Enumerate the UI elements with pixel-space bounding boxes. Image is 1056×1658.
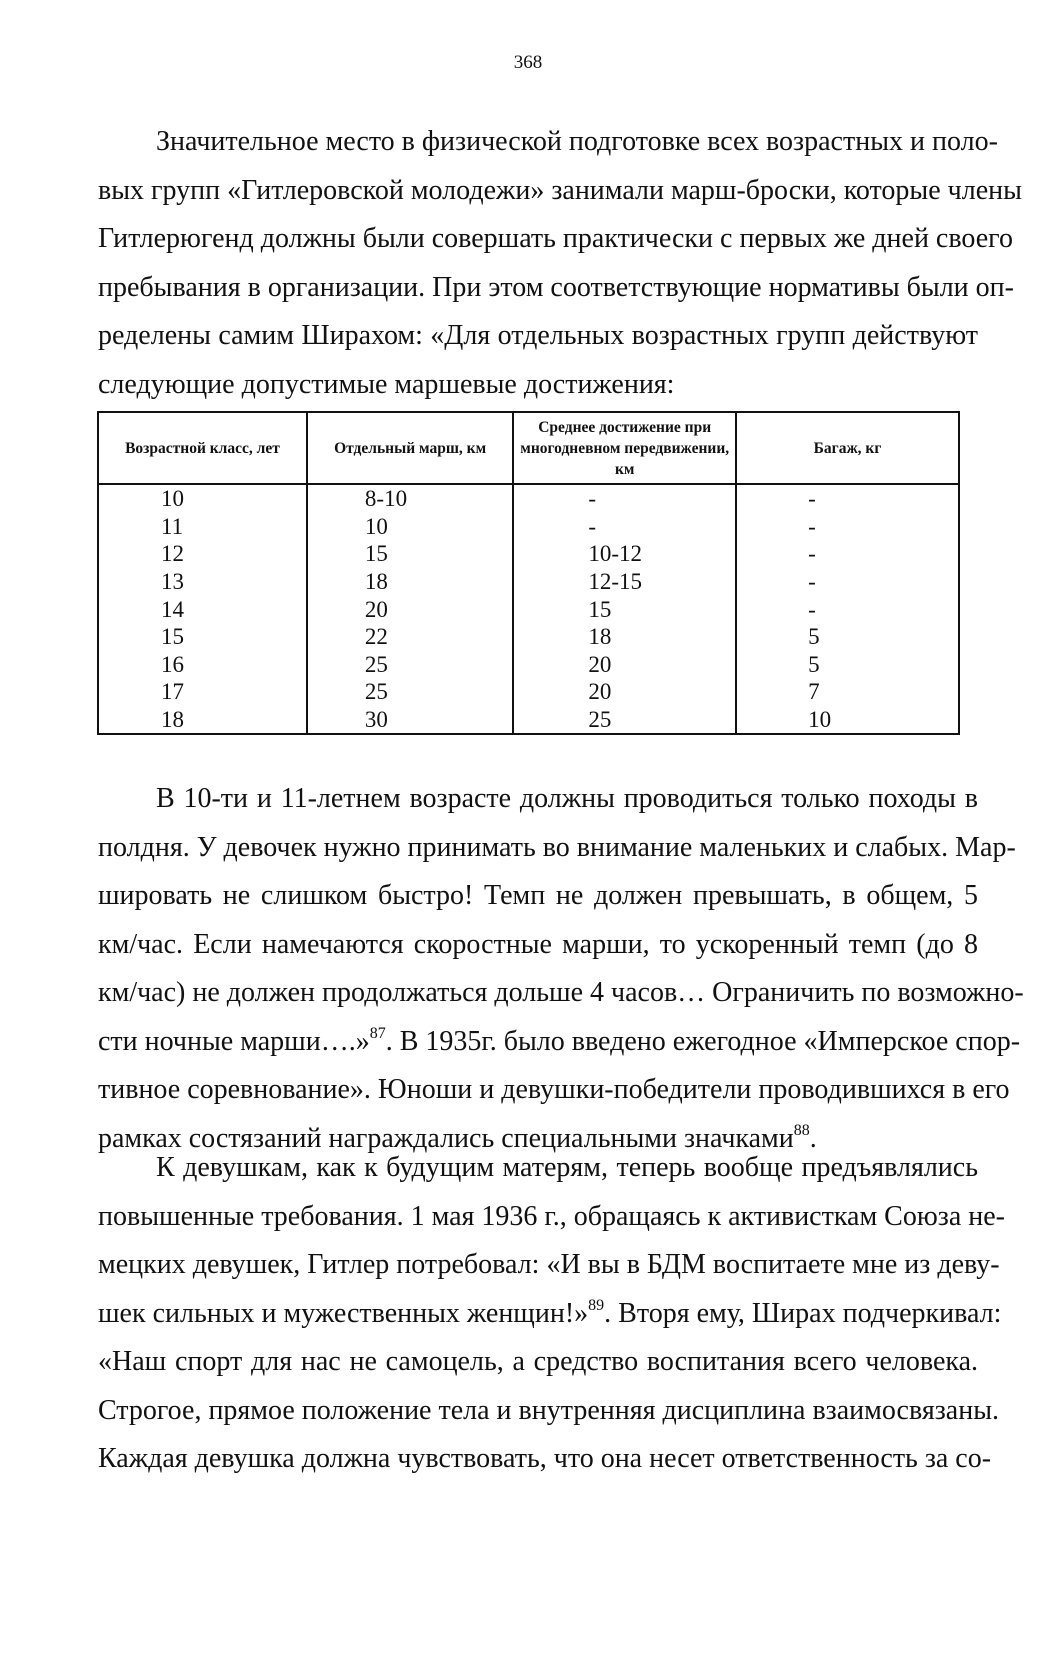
table-cell: 30 [307,706,513,735]
intro-paragraph [98,118,1022,409]
paragraph-line: следующие допустимые маршевые достижения: [98,368,675,400]
paragraph-line [98,1290,1002,1339]
paragraph-line: К девушкам, как к будущим матерям, теперь вообще предъявлялись [156,1152,978,1183]
table-cell: 15 [513,595,736,623]
table-cell: 20 [513,651,736,679]
table-cell: 25 [307,651,513,679]
paragraph-line: В 10-ти и 11-летнем возрасте должны проводиться только походы в [156,783,978,814]
table-cell: 8-10 [307,484,513,513]
table-cell: 10 [98,484,307,513]
paragraph-line: пребывания в организации. При этом соответствующие нормативы были оп- [98,271,1014,303]
paragraph-line: тивное соревнование». Юноши и девушки-победители проводившихся в его [98,1074,1010,1105]
table-row [98,513,959,541]
paragraph-line: повышенные требования. 1 мая 1936 г., обращаясь к активисткам Союза не- [98,1200,1005,1232]
footnote-ref-89: 89 [588,1296,605,1314]
table-cell: 25 [513,706,736,735]
table-cell: 20 [307,595,513,623]
table-cell: 12 [98,540,307,568]
table-row [98,540,959,568]
paragraph-line: км/час) не должен продолжаться дольше 4 часов… Ограничить по возможно- [98,977,1024,1008]
table-cell: - [513,484,736,513]
footnote-ref-87: 87 [369,1024,386,1042]
table-cell: 10-12 [513,540,736,568]
paragraph-line: «Наш спорт для нас не самоцель, а средство воспитания всего человека. [98,1346,978,1377]
line-text: сти ночные марши….» [98,1025,370,1057]
paragraph-line: полдня. У девочек нужно принимать во внимание маленьких и слабых. Мар- [98,831,1016,863]
table-cell: 15 [98,623,307,651]
table-cell: 20 [513,678,736,706]
header-luggage: Багаж, кг [736,412,959,484]
table-cell: - [736,484,959,513]
table-cell: 18 [98,706,307,735]
table-row [98,623,959,651]
table-row [98,651,959,679]
header-single-march: Отдельный марш, км [307,412,513,484]
table-cell: 18 [513,623,736,651]
table-cell: - [736,595,959,623]
table-cell: 18 [307,568,513,596]
table-row [98,484,959,513]
paragraph-line [98,1018,1021,1067]
line-text: . [809,1122,817,1154]
table-cell: 17 [98,678,307,706]
line-text: . Вторя ему, Ширах подчеркивал: [604,1297,1002,1329]
table-row [98,568,959,596]
table-cell: 25 [307,678,513,706]
line-text: . В 1935г. было введено ежегодное «Имперское спор- [385,1025,1021,1057]
quote-paragraph [98,775,1024,1163]
table-header-row [98,412,959,484]
table-cell: 7 [736,678,959,706]
table-cell: 16 [98,651,307,679]
table-cell: 13 [98,568,307,596]
second-paragraph [98,1144,1005,1484]
table-row [98,595,959,623]
header-age-class: Возрастной класс, лет [98,412,307,484]
table-row [98,678,959,706]
table-cell: 15 [307,540,513,568]
table-cell: 11 [98,513,307,541]
paragraph-line: Каждая девушка должна чувствовать, что она несет ответственность за со- [98,1443,992,1474]
table-cell: 5 [736,623,959,651]
paragraph-line: ределены самим Ширахом: «Для отдельных возрастных групп действуют [98,320,978,351]
paragraph-line: мецких девушек, Гитлер потребовал: «И вы в БДМ воспитаете мне из деву- [98,1249,1000,1280]
table-cell: - [736,513,959,541]
table-cell: 5 [736,651,959,679]
table-row [98,706,959,735]
line-text: рамках состязаний награждались специальными значками [98,1122,794,1154]
paragraph-line: Значительное место в физической подготовке всех возрастных и поло- [156,126,998,157]
march-norms-table [97,411,960,735]
table-cell: 14 [98,595,307,623]
table-cell: 10 [736,706,959,735]
table-cell: 12-15 [513,568,736,596]
footnote-ref-88: 88 [793,1121,810,1139]
paragraph-line: Строгое, прямое положение тела и внутренняя дисциплина взаимосвязаны. [98,1394,1000,1426]
table-cell: 22 [307,623,513,651]
table-cell: - [513,513,736,541]
paragraph-line: км/час. Если намечаются скоростные марши, то ускоренный темп (до 8 [98,928,978,960]
paragraph-line: шировать не слишком быстро! Темп не должен превышать, в общем, 5 [98,880,978,911]
line-text: шек сильных и мужественных женщин!» [98,1297,589,1329]
paragraph-line: Гитлерюгенд должны были совершать практически с первых же дней своего [98,223,1013,254]
paragraph-line: вых групп «Гитлеровской молодежи» занимали марш-броски, которые члены [98,174,1022,206]
table-cell: - [736,540,959,568]
table-cell: - [736,568,959,596]
page-number: 368 [513,52,543,73]
table-cell: 10 [307,513,513,541]
header-multiday-average: Среднее достижение при многодневном передвижении, км [513,412,736,484]
